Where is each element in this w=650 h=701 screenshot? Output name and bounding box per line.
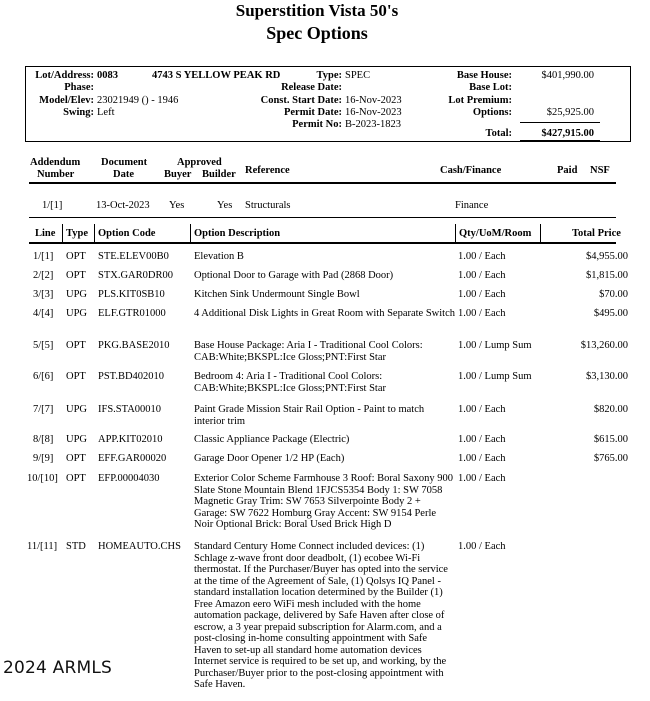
row-code: PLS.KIT0SB10 — [98, 289, 165, 300]
column-divider — [540, 224, 541, 242]
row-qty: 1.00 / Each — [458, 289, 506, 300]
options-value: $25,925.00 — [546, 107, 594, 118]
nsf-header: NSF — [590, 165, 610, 176]
line-header: Line — [35, 228, 56, 239]
lot-address: 4743 S YELLOW PEAK RD — [152, 70, 281, 81]
addendum-header-rule — [29, 182, 616, 184]
row-description: Garage Door Opener 1/2 HP (Each) — [194, 453, 345, 464]
row-description: Optional Door to Garage with Pad (2868 Door) — [194, 270, 394, 281]
row-code: STX.GAR0DR00 — [98, 270, 173, 281]
row-line: 9/[9] — [33, 453, 54, 464]
addendum-cash-finance: Finance — [455, 200, 489, 211]
column-divider — [94, 224, 95, 242]
row-line: 8/[8] — [33, 434, 54, 445]
base-lot-label: Base Lot: — [469, 82, 512, 93]
row-price: $3,130.00 — [586, 371, 628, 382]
reference-header: Reference — [245, 165, 290, 176]
option-description-header: Option Description — [194, 228, 281, 239]
row-line: 2/[2] — [33, 270, 54, 281]
base-house-value: $401,990.00 — [541, 70, 594, 81]
lot-info-box — [25, 66, 631, 142]
page-title: Superstition Vista 50's — [235, 1, 399, 20]
row-line: 10/[10] — [27, 473, 58, 484]
approved-header: Approved — [177, 157, 222, 168]
row-type: OPT — [66, 371, 86, 382]
row-code: IFS.STA00010 — [98, 404, 162, 415]
column-divider — [62, 224, 63, 242]
permit-no-value: B-2023-1823 — [345, 119, 401, 130]
document-header: Document — [101, 157, 148, 168]
row-description: Classic Appliance Package (Electric) — [194, 434, 350, 445]
row-price: $765.00 — [593, 453, 628, 464]
row-code: EFP.00004030 — [98, 473, 160, 484]
cash-finance-header: Cash/Finance — [440, 165, 502, 176]
row-qty: 1.00 / Each — [458, 453, 506, 464]
const-start-value: 16-Nov-2023 — [345, 95, 402, 106]
row-line: 6/[6] — [33, 371, 54, 382]
option-code-header: Option Code — [98, 228, 156, 239]
row-line: 3/[3] — [33, 289, 54, 300]
swing-label: Swing: — [63, 107, 94, 118]
const-start-label: Const. Start Date: — [260, 95, 342, 106]
row-price: $615.00 — [593, 434, 628, 445]
row-line: 1/[1] — [33, 251, 54, 262]
row-qty: 1.00 / Each — [458, 308, 506, 319]
row-line: 7/[7] — [33, 404, 54, 415]
phase-label: Phase: — [64, 82, 94, 93]
row-description: Kitchen Sink Undermount Single Bowl — [194, 289, 360, 300]
row-type: UPG — [66, 289, 88, 300]
document-date-header: Date — [113, 169, 134, 180]
addendum-builder: Yes — [217, 200, 233, 211]
row-type: STD — [66, 541, 86, 552]
row-code: APP.KIT02010 — [98, 434, 163, 445]
row-price: $1,815.00 — [586, 270, 628, 281]
row-type: UPG — [66, 434, 88, 445]
row-type: OPT — [66, 473, 86, 484]
row-type: OPT — [66, 251, 86, 262]
total-underline — [520, 140, 600, 141]
row-price: $495.00 — [593, 308, 628, 319]
model-label: Model/Elev: — [39, 95, 94, 106]
row-line: 11/[11] — [27, 541, 58, 552]
lot-premium-label: Lot Premium: — [448, 95, 512, 106]
row-description: Base House Package: Aria I - Traditional Cool Colors: CAB:White;BKSPL:Ice Gloss;PNT:First Star — [194, 340, 423, 363]
row-price: $70.00 — [599, 289, 628, 300]
copyright-watermark: 2024 ARMLS — [3, 658, 113, 678]
row-code: ELF.GTR01000 — [98, 308, 166, 319]
row-description: Exterior Color Scheme Farmhouse 3 Roof: Boral Saxony 900 Slate Stone Mountain Blend 1FJCS5354 Body 1: SW 7058 Magnetic Gray Trim: SW 7653 Silverpointe Body 2 + Garage: SW 7622 Homburg Gray Accent: SW 9154 Perle Noir Optional Brick: Boral Used Brick High D — [194, 473, 453, 530]
row-qty: 1.00 / Lump Sum — [458, 371, 532, 382]
row-price: $820.00 — [593, 404, 628, 415]
options-label: Options: — [472, 107, 512, 118]
buyer-header: Buyer — [164, 169, 192, 180]
row-qty: 1.00 / Each — [458, 404, 506, 415]
qty-header: Qty/UoM/Room — [459, 228, 532, 239]
row-type: UPG — [66, 308, 88, 319]
addendum-number: 1/[1] — [42, 200, 63, 211]
line-header-rule — [29, 242, 616, 244]
row-qty: 1.00 / Each — [458, 251, 506, 262]
row-description: Paint Grade Mission Stair Rail Option - Paint to match interior trim — [194, 404, 425, 427]
addendum-header: Addendum — [30, 157, 81, 168]
row-qty: 1.00 / Each — [458, 473, 506, 484]
row-type: OPT — [66, 340, 86, 351]
addendum-buyer: Yes — [169, 200, 185, 211]
row-price: $13,260.00 — [580, 340, 628, 351]
column-divider — [190, 224, 191, 242]
lot-label: Lot/Address: — [35, 70, 94, 81]
row-type: OPT — [66, 270, 86, 281]
type-label: Type: — [316, 70, 342, 81]
row-code: PKG.BASE2010 — [98, 340, 170, 351]
row-line: 5/[5] — [33, 340, 54, 351]
column-divider — [455, 224, 456, 242]
swing-value: Left — [97, 107, 115, 118]
lot-value: 0083 — [97, 70, 118, 81]
row-description: 4 Additional Disk Lights in Great Room with Separate Switch — [194, 308, 456, 319]
base-house-label: Base House: — [456, 70, 512, 81]
row-description: Standard Century Home Connect included devices: (1) Schlage z-wave front door deadbolt, (1) ecobee Wi-Fi thermostat. If the Purchaser/Buyer has opted into the service at the time of the Agreement of Sale, (1) Qolsys IQ Panel - standard installation location determined by the Builder (1) Free Amazon eero WiFi mesh included with the home automation package, delivered by Safe Haven after close of escrow, a 3 year prepaid subscription for Alarm.com, and a post-closing in-home consulting appointment with Safe Haven to set-up all standard home automation devices Internet service is required to be set up, and working, by the Purchaser/Buyer prior to the post-closing appointment with Safe Haven. — [194, 541, 448, 690]
paid-header: Paid — [557, 165, 578, 176]
row-code: PST.BD402010 — [98, 371, 165, 382]
permit-date-value: 16-Nov-2023 — [345, 107, 402, 118]
total-separator — [520, 122, 600, 123]
row-type: OPT — [66, 453, 86, 464]
type-value: SPEC — [345, 70, 371, 81]
row-description: Elevation B — [194, 251, 244, 262]
model-value: 23021949 () - 1946 — [97, 95, 179, 106]
row-description: Bedroom 4: Aria I - Traditional Cool Colors: CAB:White;BKSPL:Ice Gloss;PNT:First Star — [194, 371, 386, 394]
row-price: $4,955.00 — [586, 251, 628, 262]
row-code: STE.ELEV00B0 — [98, 251, 169, 262]
permit-no-label: Permit No: — [292, 119, 342, 130]
builder-header: Builder — [202, 169, 236, 180]
addendum-date: 13-Oct-2023 — [96, 200, 150, 211]
row-line: 4/[4] — [33, 308, 54, 319]
row-qty: 1.00 / Each — [458, 270, 506, 281]
addendum-row-rule — [29, 217, 616, 218]
row-qty: 1.00 / Each — [458, 434, 506, 445]
addendum-number-header: Number — [37, 169, 75, 180]
row-code: EFF.GAR00020 — [98, 453, 167, 464]
total-price-header: Total Price — [572, 228, 621, 239]
row-type: UPG — [66, 404, 88, 415]
row-qty: 1.00 / Each — [458, 541, 506, 552]
type-header: Type — [66, 228, 88, 239]
row-qty: 1.00 / Lump Sum — [458, 340, 532, 351]
addendum-reference: Structurals — [245, 200, 291, 211]
release-date-label: Release Date: — [281, 82, 342, 93]
permit-date-label: Permit Date: — [283, 107, 342, 118]
total-label: Total: — [485, 128, 512, 139]
total-value: $427,915.00 — [541, 128, 594, 139]
page-subtitle: Spec Options — [266, 23, 368, 43]
row-code: HOMEAUTO.CHS — [98, 541, 181, 552]
